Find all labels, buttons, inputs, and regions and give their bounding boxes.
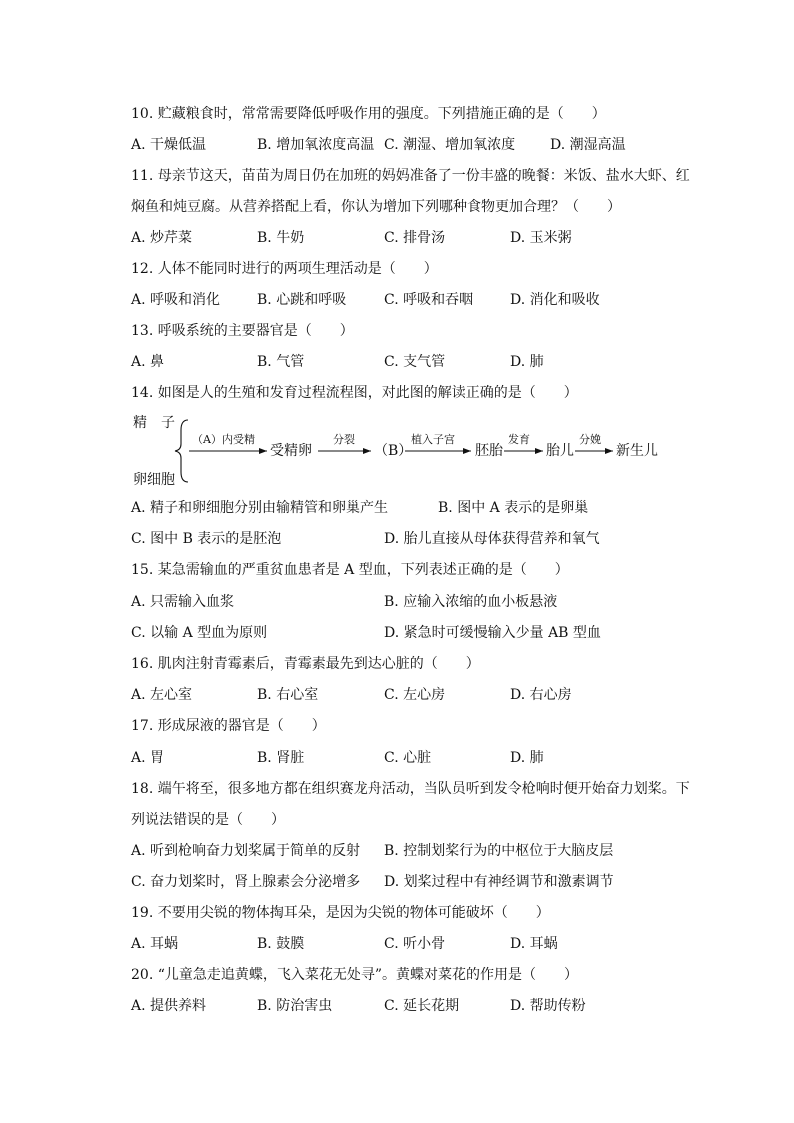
question-18-stem-line1: 18. 端午将至，很多地方都在组织赛龙舟活动，当队员听到发令枪响时便开始奋力划桨。下 xyxy=(131,781,690,797)
q17-option-c: C. 心脏 xyxy=(384,750,432,766)
q19-option-a: A. 耳蜗 xyxy=(131,936,179,952)
q13-option-d: D. 肺 xyxy=(510,354,544,370)
q10-option-b: B. 增加氧浓度高温 xyxy=(257,137,375,153)
q11-option-b: B. 牛奶 xyxy=(257,230,305,246)
q16-option-b: B. 右心室 xyxy=(257,687,319,703)
q18-option-d: D. 划桨过程中有神经调节和激素调节 xyxy=(384,874,614,890)
question-18-stem-line2: 列说法错误的是（ ） xyxy=(131,812,285,828)
diagram-newborn: 新生儿 xyxy=(616,443,658,459)
q19-option-d: D. 耳蜗 xyxy=(510,936,558,952)
question-11-stem-line1: 11. 母亲节这天，苗苗为周日仍在加班的妈妈准备了一份丰盛的晚餐：米饭、盐水大虾、红 xyxy=(131,168,690,184)
q13-option-c: C. 支气管 xyxy=(384,354,446,370)
q20-option-a: A. 提供养料 xyxy=(131,998,207,1014)
diagram-arrow-develop-label: 发育 xyxy=(508,433,530,446)
diagram-arrow-a-label: （A）内受精 xyxy=(192,433,255,446)
q19-option-b: B. 鼓膜 xyxy=(257,936,305,952)
diagram-brace xyxy=(175,420,188,482)
q18-option-a: A. 听到枪响奋力划桨属于简单的反射 xyxy=(131,843,361,859)
q12-option-d: D. 消化和吸收 xyxy=(510,292,600,308)
diagram-arrow-split-label: 分裂 xyxy=(333,433,355,446)
q11-option-a: A. 炒芹菜 xyxy=(131,230,193,246)
q11-option-d: D. 玉米粥 xyxy=(510,230,572,246)
q13-option-b: B. 气管 xyxy=(257,354,305,370)
q19-option-c: C. 听小骨 xyxy=(384,936,446,952)
q16-option-c: C. 左心房 xyxy=(384,687,446,703)
question-15-stem: 15. 某急需输血的严重贫血患者是 A 型血，下列表述正确的是（ ） xyxy=(131,562,569,578)
q14-option-d: D. 胎儿直接从母体获得营养和氧气 xyxy=(384,531,600,547)
q20-option-c: C. 延长花期 xyxy=(384,998,460,1014)
q17-option-b: B. 肾脏 xyxy=(257,750,305,766)
q10-option-a: A. 干燥低温 xyxy=(131,137,207,153)
q10-option-d: D. 潮湿高温 xyxy=(550,137,626,153)
q11-option-c: C. 排骨汤 xyxy=(384,230,446,246)
diagram-egg-label: 卵细胞 xyxy=(133,472,175,488)
question-10-stem: 10. 贮藏粮食时，常常需要降低呼吸作用的强度。下列措施正确的是（ ） xyxy=(131,106,606,122)
diagram-arrow-implant-label: 植入子宫 xyxy=(411,433,455,446)
q14-option-b: B. 图中 A 表示的是卵巢 xyxy=(438,500,589,516)
question-13-stem: 13. 呼吸系统的主要器官是（ ） xyxy=(131,323,354,339)
diagram-embryo: 胚胎 xyxy=(475,443,503,459)
q14-option-a: A. 精子和卵细胞分别由输精管和卵巢产生 xyxy=(131,500,389,516)
q15-option-c: C. 以输 A 型血为原则 xyxy=(131,625,268,641)
diagram-sperm-label: 精 子 xyxy=(133,415,175,431)
question-19-stem: 19. 不要用尖锐的物体掏耳朵，是因为尖锐的物体可能破坏（ ） xyxy=(131,905,550,921)
q17-option-a: A. 胃 xyxy=(131,750,165,766)
q18-option-c: C. 奋力划桨时，肾上腺素会分泌增多 xyxy=(131,874,361,890)
diagram-b-label: （B） xyxy=(374,443,413,459)
question-17-stem: 17. 形成尿液的器官是（ ） xyxy=(131,718,326,734)
q15-option-d: D. 紧急时可缓慢输入少量 AB 型血 xyxy=(384,625,601,641)
q17-option-d: D. 肺 xyxy=(510,750,544,766)
question-16-stem: 16. 肌肉注射青霉素后，青霉素最先到达心脏的（ ） xyxy=(131,656,480,672)
question-12-stem: 12. 人体不能同时进行的两项生理活动是（ ） xyxy=(131,261,438,277)
q20-option-b: B. 防治害虫 xyxy=(257,998,333,1014)
q12-option-b: B. 心跳和呼吸 xyxy=(257,292,347,308)
q16-option-a: A. 左心室 xyxy=(131,687,193,703)
q15-option-b: B. 应输入浓缩的血小板悬液 xyxy=(384,594,558,610)
q18-option-b: B. 控制划桨行为的中枢位于大脑皮层 xyxy=(384,843,614,859)
diagram-arrow-birth-label: 分娩 xyxy=(579,433,601,446)
question-11-stem-line2: 焖鱼和炖豆腐。从营养搭配上看，你认为增加下列哪种食物更加合理？（ ） xyxy=(131,199,621,215)
question-20-stem: 20. “儿童急走追黄蝶，飞入菜花无处寻”。黄蝶对菜花的作用是（ ） xyxy=(131,967,579,983)
question-14-stem: 14. 如图是人的生殖和发育过程流程图，对此图的解读正确的是（ ） xyxy=(131,385,578,401)
diagram-fetus: 胎儿 xyxy=(546,443,574,459)
diagram-fertilized-egg: 受精卵 xyxy=(270,443,312,459)
q15-option-a: A. 只需输入血浆 xyxy=(131,594,235,610)
q16-option-d: D. 右心房 xyxy=(510,687,572,703)
q10-option-c: C. 潮湿、增加氧浓度 xyxy=(384,137,516,153)
q12-option-a: A. 呼吸和消化 xyxy=(131,292,221,308)
q20-option-d: D. 帮助传粉 xyxy=(510,998,586,1014)
q13-option-a: A. 鼻 xyxy=(131,354,165,370)
q12-option-c: C. 呼吸和吞咽 xyxy=(384,292,474,308)
q14-option-c: C. 图中 B 表示的是胚泡 xyxy=(131,531,282,547)
